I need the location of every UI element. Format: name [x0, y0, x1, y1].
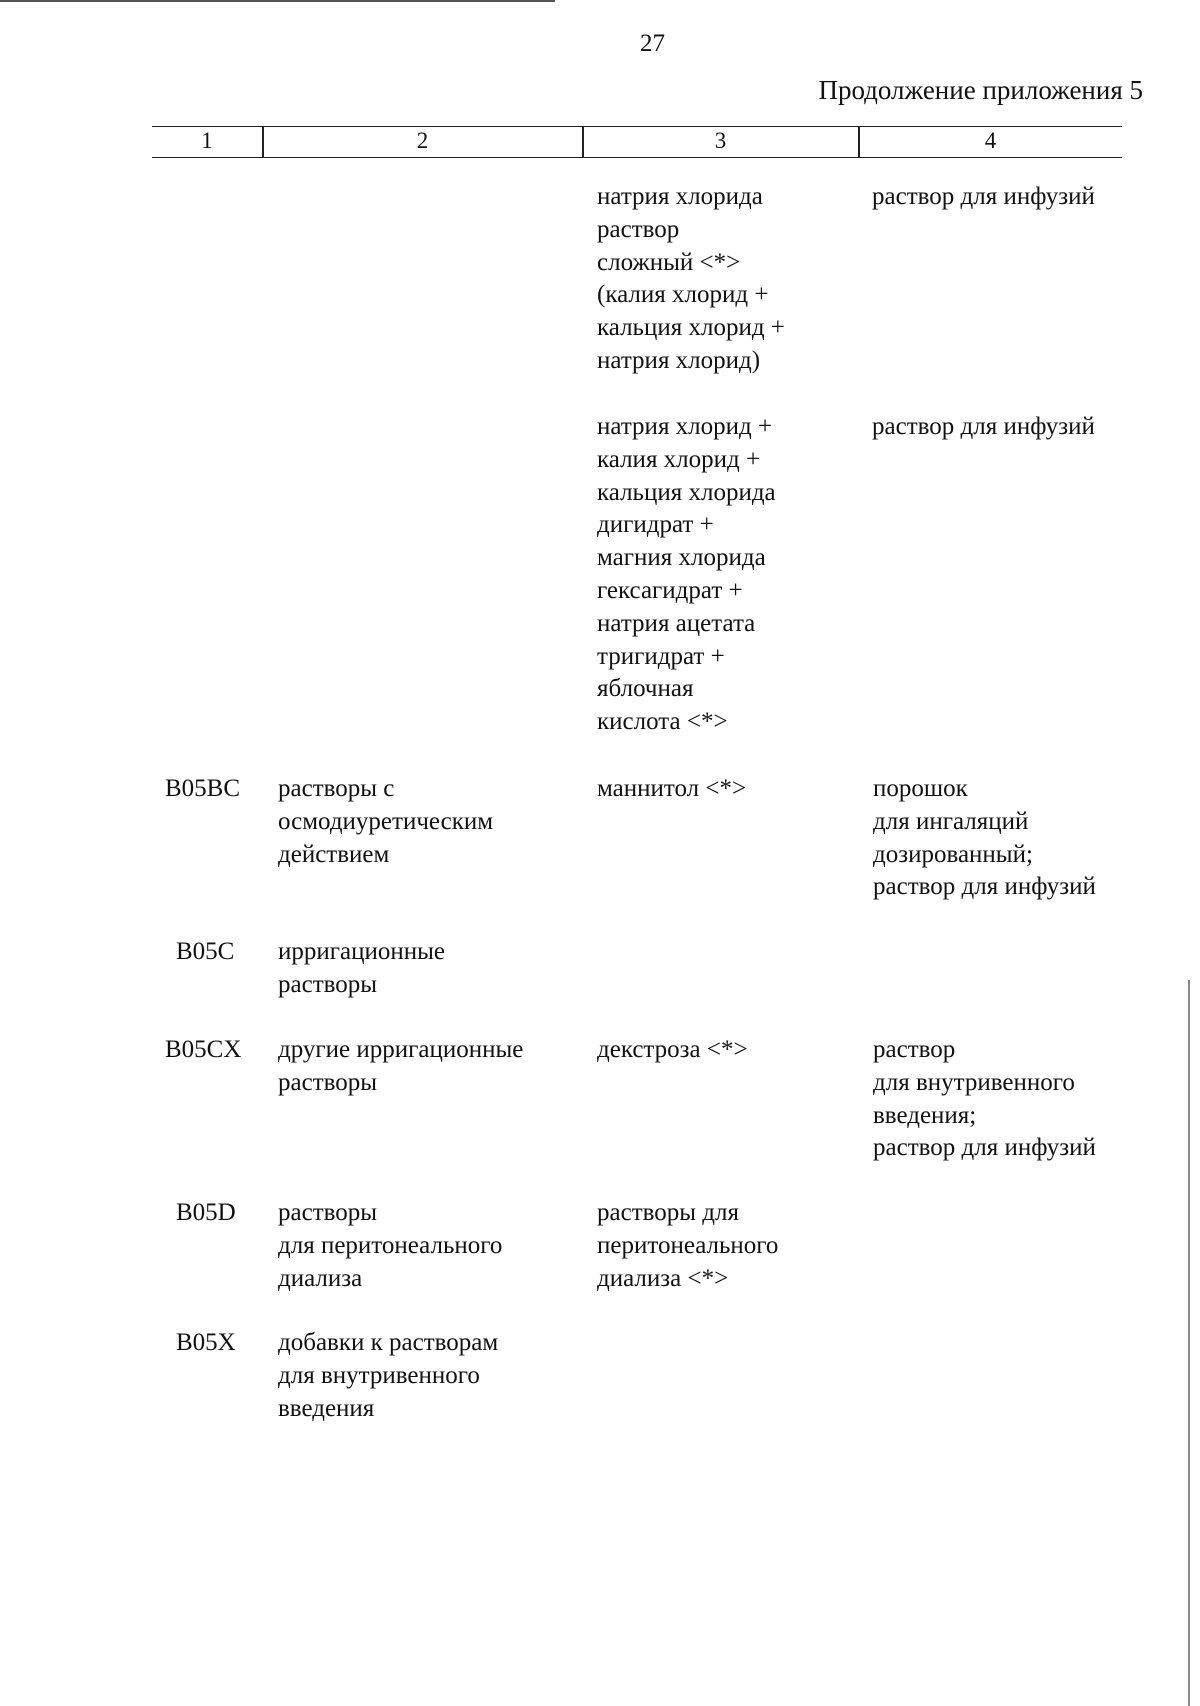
row-6-code: B05D — [176, 1199, 236, 1226]
row-3-group: растворы с осмодиуретическим действием — [278, 775, 494, 868]
row-5-form: раствор для внутривенного введения; раствор для инфузий — [873, 1036, 1096, 1162]
row-3-code: B05BC — [165, 775, 241, 802]
row-5-code: B05CX — [165, 1036, 242, 1063]
header-col-1: 1 — [201, 128, 213, 153]
continuation-caption: Продолжение приложения 5 — [818, 75, 1143, 105]
row-7-code: B05X — [176, 1329, 236, 1356]
table-header — [152, 126, 1122, 158]
row-5-group: другие ирригационные растворы — [278, 1036, 524, 1096]
row-4-code: B05C — [176, 938, 235, 965]
row-1-form: раствор для инфузий — [872, 183, 1095, 210]
header-col-3: 3 — [714, 128, 727, 153]
page-number: 27 — [640, 30, 665, 57]
row-3-form: порошок для ингаляций дозированный; раствор для инфузий — [873, 775, 1096, 901]
row-2-form: раствор для инфузий — [872, 413, 1095, 440]
row-7-group: добавки к растворам для внутривенного введения — [278, 1329, 499, 1422]
row-3-drug: маннитол <*> — [597, 775, 747, 802]
row-5-drug: декстроза <*> — [597, 1036, 748, 1063]
scan-edge-top — [0, 0, 555, 2]
row-4-group: ирригационные растворы — [278, 938, 446, 998]
scan-edge-right — [1188, 980, 1190, 1706]
header-col-2: 2 — [416, 128, 429, 153]
row-6-drug: растворы для перитонеального диализа <*> — [597, 1199, 779, 1292]
header-col-4: 4 — [984, 128, 997, 153]
row-2-drug: натрия хлорид + калия хлорид + кальция хлорида дигидрат + магния хлорида гексагидрат + натрия ацетата тригидрат + яблочная кислота <*> — [597, 413, 776, 736]
row-6-group: растворы для перитонеального диализа — [278, 1199, 503, 1292]
row-1-drug: натрия хлорида раствор сложный <*> (калия хлорид + кальция хлорид + натрия хлорид) — [597, 183, 785, 374]
